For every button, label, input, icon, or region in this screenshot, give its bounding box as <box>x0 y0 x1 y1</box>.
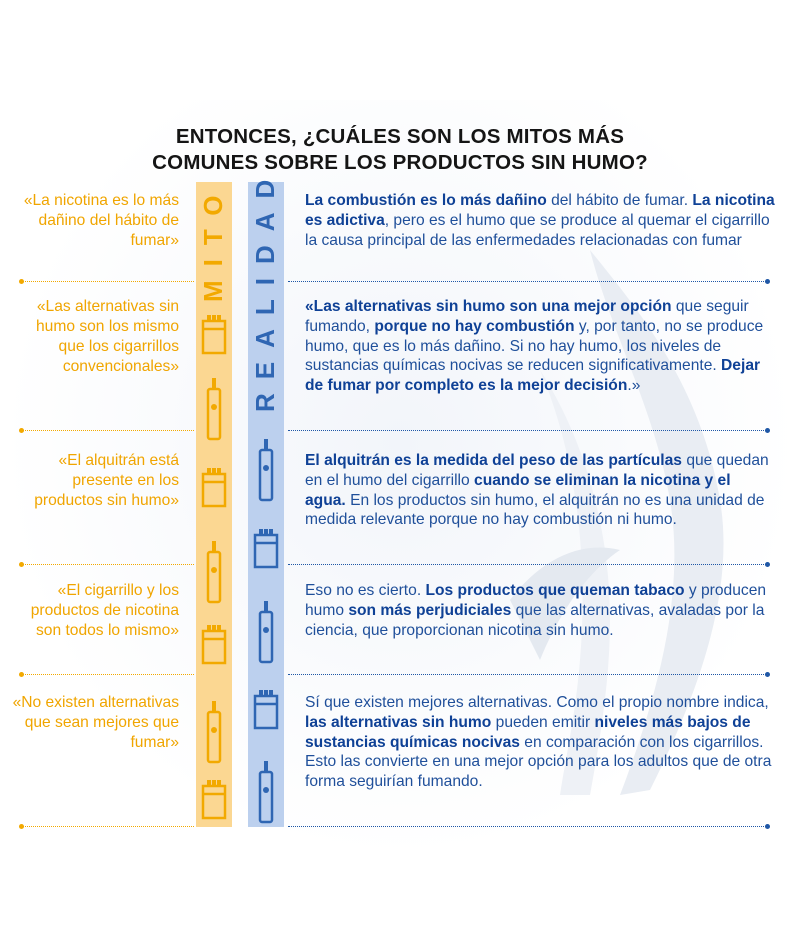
separator-dot <box>765 824 770 829</box>
reality-segment: pueden emitir <box>491 713 595 731</box>
reality-text-4 <box>305 581 775 640</box>
myth-text-2: «Las alternativas sin humo son los mismo que los cigarrillos convencionales» <box>36 298 179 375</box>
separator-dot <box>19 824 24 829</box>
reality-text-3 <box>305 451 775 530</box>
reality-segment: del hábito de fumar. <box>546 192 693 209</box>
heated-tobacco-device-icon <box>256 438 276 502</box>
reality-highlight: Dejar de fumar por completo es la mejor decisión <box>305 357 761 395</box>
reality-segment: en comparación con los cigarrillos. Esto las convierte en una mejor opción para los adultos que de otra forma seguirían fumando. <box>305 733 772 791</box>
separator-dot <box>765 428 770 433</box>
reality-highlight: Los productos que queman tabaco <box>425 582 685 599</box>
reality-segment: , pero es el humo que se produce al quemar el cigarrillo la causa principal de las enfermedades relacionadas con fumar <box>305 211 770 249</box>
reality-highlight: porque no hay combustión <box>374 317 575 335</box>
reality-segment: que las alternativas, avaladas por la ciencia, que proporcionan nicotina sin humo. <box>305 601 765 639</box>
cigarette-pack-icon <box>253 688 279 730</box>
row-separator <box>22 564 194 565</box>
reality-highlight: son más perjudiciales <box>348 601 512 619</box>
reality-segment: que seguir fumando, <box>305 298 749 335</box>
separator-dot <box>765 562 770 567</box>
reality-segment: Eso no es cierto. <box>305 582 426 599</box>
myth-text-5: «No existen alternativas que sean mejores que fumar» <box>12 694 179 751</box>
myth-text-4: «El cigarrillo y los productos de nicotina son todos lo mismo» <box>30 582 179 639</box>
myth-text-3: «El alquitrán está presente en los productos sin humo» <box>34 452 179 509</box>
separator-dot <box>19 672 24 677</box>
reality-segment: .» <box>627 377 641 395</box>
reality-highlight: cuando se eliminan la nicotina y el agua. <box>305 471 731 509</box>
row-separator <box>288 826 766 827</box>
separator-dot <box>19 562 24 567</box>
heated-tobacco-device-icon <box>204 377 224 441</box>
reality-highlight: La nicotina es adictiva <box>305 192 775 229</box>
title-line-1: ENTONCES, ¿CUÁLES SON LOS MITOS MÁS <box>175 125 625 148</box>
separator-dot <box>765 672 770 677</box>
title-line-2: COMUNES SOBRE LOS PRODUCTOS SIN HUMO? <box>152 151 648 174</box>
heated-tobacco-device-icon <box>204 540 224 604</box>
reality-text-5 <box>305 693 775 792</box>
reality-segment: y, por tanto, no se produce humo, que es lo más dañino. Si no hay humo, los niveles de sustancias químicas nocivas se reducen significativamente. <box>305 317 764 375</box>
row-separator <box>22 281 194 282</box>
reality-text-2 <box>305 297 775 396</box>
reality-segment: Sí que existen mejores alternativas. Como el propio nombre indica, <box>305 694 769 711</box>
cigarette-pack-icon <box>201 313 227 355</box>
row-separator <box>288 674 766 675</box>
reality-highlight: La combustión es lo más dañino <box>305 192 547 209</box>
row-separator <box>22 674 194 675</box>
row-separator <box>288 281 766 282</box>
reality-segment: y producen humo <box>305 582 767 619</box>
reality-highlight: las alternativas sin humo <box>305 713 492 731</box>
separator-dot <box>19 428 24 433</box>
row-separator <box>22 826 194 827</box>
reality-highlight: «Las alternativas sin humo son una mejor opción <box>305 298 672 315</box>
row-separator <box>288 564 766 565</box>
reality-text-1 <box>305 191 775 250</box>
heated-tobacco-device-icon <box>256 600 276 664</box>
cigarette-pack-icon <box>253 527 279 569</box>
myth-column-label: MITO <box>198 181 228 302</box>
reality-column-label: REALIDAD <box>250 165 280 412</box>
cigarette-pack-icon <box>201 778 227 820</box>
cigarette-pack-icon <box>201 466 227 508</box>
reality-highlight: niveles más bajos de sustancias químicas nocivas <box>305 713 751 751</box>
row-separator <box>22 430 194 431</box>
reality-highlight: El alquitrán es la medida del peso de las partículas <box>305 452 682 469</box>
separator-dot <box>19 279 24 284</box>
separator-dot <box>765 279 770 284</box>
cigarette-pack-icon <box>201 623 227 665</box>
reality-segment: En los productos sin humo, el alquitrán no es una unidad de medida relevante porque no hay combustión ni humo. <box>305 491 765 529</box>
page-title <box>0 124 800 176</box>
row-separator <box>288 430 766 431</box>
reality-segment: que quedan en el humo del cigarrillo <box>305 452 769 489</box>
heated-tobacco-device-icon <box>256 760 276 824</box>
myth-text-1: «La nicotina es lo más dañino del hábito de fumar» <box>23 192 179 249</box>
heated-tobacco-device-icon <box>204 700 224 764</box>
